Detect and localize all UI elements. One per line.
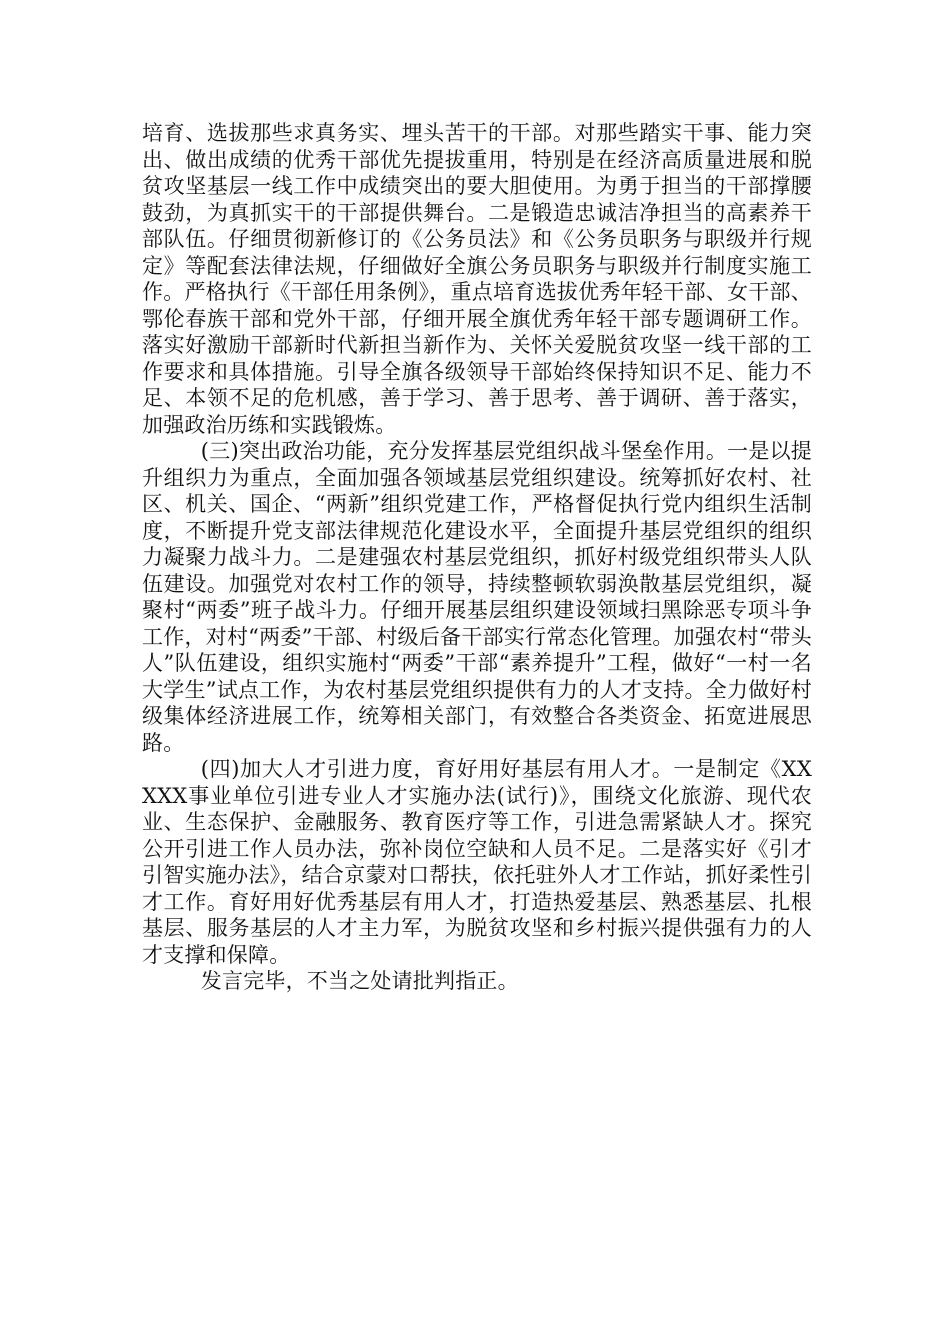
paragraph-cadre-selection: 培育、选拔那些求真务实、埋头苦干的干部。对那些踏实干事、能力突出、做出成绩的优秀干部优先提拔重用，特别是在经济高质量进展和脱贫攻坚基层一线工作中成绩突出的要大胆使用。为勇于担当的干部撑腰鼓劲，为真抓实干的干部提供舞台。二是锻造忠诚洁净担当的高素养干部队伍。仔细贯彻新修订的《公务员法》和《公务员职务与职级并行规定》等配套法律法规，仔细做好全旗公务员职务与职级并行制度实施工作。严格执行《干部任用条例》，重点培育选拔优秀年轻干部、女干部、鄂伦春族干部和党外干部，仔细开展全旗优秀年轻干部专题调研工作。落实好激励干部新时代新担当新作为、关怀关爱脱贫攻坚一线干部的工作要求和具体措施。引导全旗各级领导干部始终保持知识不足、能力不足、本领不足的危机感，善于学习、善于思考、善于调研、善于落实，加强政治历练和实践锻炼。 — [142, 121, 812, 437]
paragraph-party-organization: (三)突出政治功能，充分发挥基层党组织战斗堡垒作用。一是以提升组织力为重点，全面加强各领域基层党组织建设。统筹抓好农村、社区、机关、国企、“两新”组织党建工作，严格督促执行党内组织生活制度，不断提升党支部法律规范化建设水平，全面提升基层党组织的组织力凝聚力战斗力。二是建强农村基层党组织，抓好村级党组织带头人队伍建设。加强党对农村工作的领导，持续整顿软弱涣散基层党组织，凝聚村“两委”班子战斗力。仔细开展基层组织建设领域扫黑除恶专项斗争工作，对村“两委”干部、村级后备干部实行常态化管理。加强农村“带头人”队伍建设，组织实施村“两委”干部“素养提升”工程，做好“一村一名大学生”试点工作，为农村基层党组织提供有力的人才支持。全力做好村级集体经济进展工作，统筹相关部门，有效整合各类资金、拓宽进展思路。 — [142, 439, 812, 755]
paragraph-closing-remark: 发言完毕，不当之处请批判指正。 — [200, 969, 519, 993]
document-body — [142, 120, 812, 995]
paragraph-talent-introduction: (四)加大人才引进力度，育好用好基层有用人才。一是制定《XXXXX事业单位引进专业人才实施办法(试行)》，围绕文化旅游、现代农业、生态保护、金融服务、教育医疗等工作，引进急需紧缺人才。探究公开引进工作人员办法，弥补岗位空缺和人员不足。二是落实好《引才引智实施办法》，结合京蒙对口帮扶，依托驻外人才工作站，抓好柔性引才工作。育好用好优秀基层有用人才，打造热爱基层、熟悉基层、扎根基层、服务基层的人才主力军，为脱贫攻坚和乡村振兴提供强有力的人才支撑和保障。 — [142, 757, 812, 967]
